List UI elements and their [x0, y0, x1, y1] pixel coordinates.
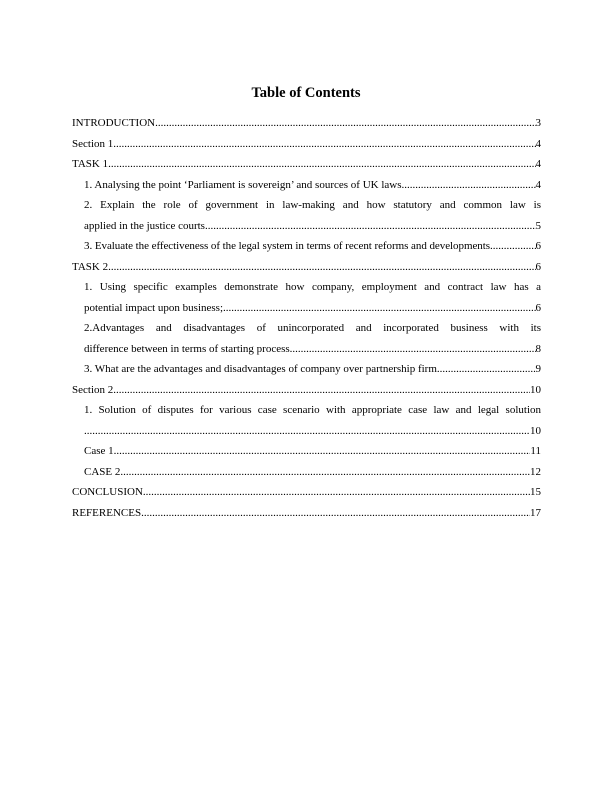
toc-leader-dots [205, 216, 536, 237]
toc-page-number: 5 [535, 219, 541, 232]
toc-leader-dots [490, 236, 536, 257]
toc-leader-dots [440, 359, 536, 380]
toc-leader-dots [155, 113, 535, 134]
toc-entry-last-line [84, 421, 541, 442]
toc-entry-last-line [84, 339, 541, 360]
toc-entry-label: TASK 1 [72, 158, 109, 170]
toc-entry-task-2[interactable] [72, 257, 541, 278]
toc-entry-label-line2: difference between in terms of starting process [84, 342, 290, 355]
toc-entry-label: CASE 2 [84, 465, 121, 478]
toc-leader-dots [141, 503, 530, 524]
toc-entry-label: Case 1 [84, 445, 114, 457]
toc-entry-label-line1: 1. Solution of disputes for various case scenario with appropriate case law and legal solution [84, 404, 541, 416]
toc-entry-label: 3. What are the advantages and disadvantages of company over partnership firm. [84, 363, 440, 375]
toc-entry-last-line [84, 216, 541, 237]
toc-entry-label-line1: 2. Explain the role of government in law-making and how statutory and common law is [84, 199, 541, 211]
toc-leader-dots [120, 462, 530, 483]
toc-page-number: 10 [530, 383, 541, 396]
toc-entry-label: INTRODUCTION [72, 117, 156, 129]
toc-leader-dots [108, 154, 535, 175]
toc-entry-introduction[interactable] [72, 113, 541, 134]
toc-page-number: 11 [530, 445, 541, 457]
toc-entry-label: 3. Evaluate the effectiveness of the legal system in terms of recent reforms and developments [84, 240, 490, 252]
toc-leader-dots [108, 257, 535, 278]
toc-entry-label: Section 2 [72, 383, 114, 396]
toc-entry-task-2-item-2[interactable] [72, 318, 541, 359]
toc-entry-label: TASK 2 [72, 260, 109, 273]
toc-page-number: 3 [535, 117, 541, 129]
toc-entry-label-line1: 2.Advantages and disadvantages of unincorporated and incorporated business with its [84, 322, 541, 334]
toc-leader-dots [143, 482, 530, 503]
toc-entry-label-line2: potential impact upon business; [84, 301, 224, 314]
toc-entry-label: 1. Analysing the point ‘Parliament is sovereign’ and sources of UK laws [84, 178, 402, 191]
toc-entry-task-1-item-2[interactable] [72, 195, 541, 236]
toc-entry-label-line1: 1. Using specific examples demonstrate how company, employment and contract law has a [84, 281, 541, 293]
toc-entry-conclusion[interactable] [72, 482, 541, 503]
toc-entry-case-2[interactable] [72, 462, 541, 483]
toc-entry-task-2-item-1[interactable] [72, 277, 541, 318]
toc-page-number: 6 [535, 240, 541, 252]
toc-entry-label: Section 1 [72, 137, 114, 150]
toc-page-number: 9 [535, 363, 541, 375]
toc-leader-dots [290, 339, 536, 360]
toc-entry-task-1[interactable] [72, 154, 541, 175]
toc-entry-case-1[interactable] [72, 441, 541, 462]
toc-entry-last-line [84, 298, 541, 319]
toc-page-number: 6 [535, 260, 541, 273]
toc-page-number: 8 [535, 342, 541, 355]
page-title: Table of Contents [251, 85, 361, 101]
toc-entry-task-1-item-1[interactable] [72, 175, 541, 196]
toc-page-number: 4 [535, 178, 541, 191]
toc-entry-references[interactable] [72, 503, 541, 524]
toc-page-number: 6 [535, 301, 541, 314]
toc-entry-section-2-item-1[interactable] [72, 400, 541, 441]
table-of-contents [72, 113, 541, 523]
toc-leader-dots [113, 380, 530, 401]
toc-leader-dots [223, 298, 535, 319]
toc-entry-label: CONCLUSION [72, 486, 143, 498]
toc-page-number: 4 [535, 137, 541, 150]
toc-leader-dots [114, 441, 531, 462]
toc-page-number: 10 [530, 424, 541, 437]
toc-page-number: 12 [530, 465, 541, 478]
toc-leader-dots [402, 175, 536, 196]
toc-page-number: 17 [530, 506, 541, 519]
toc-page-number: 15 [530, 486, 541, 498]
toc-leader-dots [84, 421, 530, 442]
toc-page-number: 4 [535, 158, 541, 170]
toc-entry-label: REFERENCES [72, 506, 142, 519]
toc-entry-task-1-item-3[interactable] [72, 236, 541, 257]
toc-leader-dots [113, 134, 535, 155]
toc-entry-task-2-item-3[interactable] [72, 359, 541, 380]
toc-entry-section-2[interactable] [72, 380, 541, 401]
toc-entry-section-1[interactable] [72, 134, 541, 155]
toc-entry-label-line2: applied in the justice courts [84, 219, 205, 232]
